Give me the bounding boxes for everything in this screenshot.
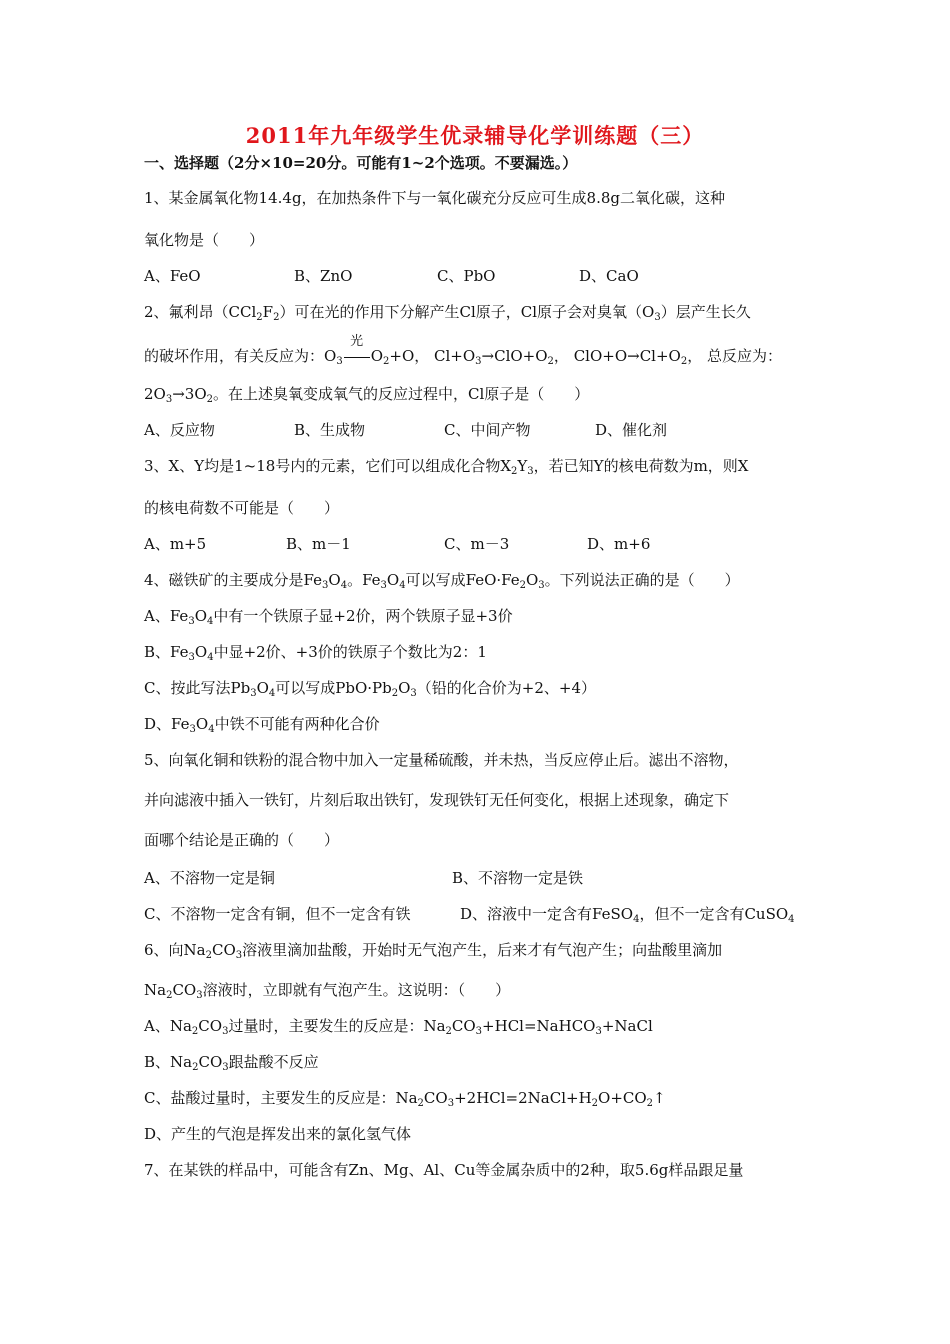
q4-option-a: A、$Fe_3O_4$中有一个铁原子显+2价，两个铁原子显+3价 xyxy=(144,607,513,627)
q5-option-c: C、不溶物一定含有铜，但不一定含有铁 xyxy=(144,905,411,923)
question-2-line-1: 2、氟利昂$(CCl_2F_2)$可在光的作用下分解产生Cl原子，Cl原子会对臭氧$(O_3)$层产生长久 xyxy=(144,303,751,323)
question-1-line-2: 氧化物是（ ） xyxy=(144,231,265,249)
question-5-line-3: 面哪个结论是正确的（ ） xyxy=(144,831,340,849)
section-heading: 一、选择题（2分×10=20分。可能有1~2个选项。不要漏选。） xyxy=(144,154,578,172)
question-2-line-3: $2O_3\to 3O_2$。在上述臭氧变成氧气的反应过程中，Cl原子是（ ） xyxy=(144,385,590,405)
q6-option-a: A、$Na_2CO_3$过量时，主要发生的反应是：$Na_2CO_3+HCl=NaHCO_3+NaCl$ xyxy=(144,1017,653,1037)
q2-option-c: C、中间产物 xyxy=(444,421,531,439)
q5-option-b: B、不溶物一定是铁 xyxy=(452,869,584,887)
page-title: 2011年九年级学生优录辅导化学训练题（三） xyxy=(245,123,705,148)
question-5-line-1: 5、向氧化铜和铁粉的混合物中加入一定量稀硫酸，并未热，当反应停止后。滤出不溶物， xyxy=(144,751,739,769)
q3-option-b: B、m－1 xyxy=(286,535,351,553)
q2-option-a: A、反应物 xyxy=(144,421,215,439)
q5-option-a: A、不溶物一定是铜 xyxy=(144,869,275,887)
q1-option-b: B、ZnO xyxy=(294,267,353,285)
q4-option-c: C、按此写法$Pb_3O_4$可以写成$PbO\cdot Pb_2O_3$（铅的化合价为+2、+4） xyxy=(144,679,597,699)
question-3-line-1: 3、X、Y均是1~18号内的元素，它们可以组成化合物$X_2Y_3$，若已知Y的核电荷数为m，则X xyxy=(144,457,749,477)
question-1-line-1: 1、某金属氧化物14.4g，在加热条件下与一氧化碳充分反应可生成8.8g二氧化碳，这种 xyxy=(144,189,726,207)
q1-option-a: A、FeO xyxy=(144,267,201,285)
q4-option-b: B、$Fe_3O_4$中显+2价、+3价的铁原子个数比为2：1 xyxy=(144,643,487,663)
q4-option-d: D、$Fe_3O_4$中铁不可能有两种化合价 xyxy=(144,715,380,735)
q1-option-c: C、PbO xyxy=(437,267,496,285)
q6-option-d: D、产生的气泡是挥发出来的氯化氢气体 xyxy=(144,1125,412,1143)
q1-option-d: D、CaO xyxy=(579,267,639,285)
q3-option-a: A、m+5 xyxy=(144,535,207,553)
light-reaction-arrow: 光 xyxy=(343,346,371,366)
q5-option-d: D、溶液中一定含有FeSO$_4$，但不一定含有CuSO$_4$ xyxy=(460,905,795,925)
q3-option-d: D、m+6 xyxy=(587,535,651,553)
q3-option-c: C、m－3 xyxy=(444,535,510,553)
question-5-line-2: 并向滤液中插入一铁钉，片刻后取出铁钉，发现铁钉无任何变化，根据上述现象，确定下 xyxy=(144,791,730,809)
question-6-line-1: 6、向$Na_2CO_3$溶液里滴加盐酸，开始时无气泡产生，后来才有气泡产生；向盐酸里滴加 xyxy=(144,941,723,961)
question-4-line-1: 4、磁铁矿的主要成分是$Fe_3O_4$。$Fe_3O_4$可以写成$FeO\cdot Fe_2O_3$。下列说法正确的是（ ） xyxy=(144,571,740,591)
q2-option-d: D、催化剂 xyxy=(595,421,668,439)
question-3-line-2: 的核电荷数不可能是（ ） xyxy=(144,499,340,517)
question-7-line-1: 7、在某铁的样品中，可能含有Zn、Mg、Al、Cu等金属杂质中的2种，取5.6g样品跟足量 xyxy=(144,1161,744,1179)
q6-option-c: C、盐酸过量时，主要发生的反应是：$Na_2CO_3+2HCl=2NaCl+H_2O+CO_2↑$ xyxy=(144,1089,666,1109)
question-2-line-2: 的破坏作用，有关反应为：$O_3$ 光 $O_2+O$， $Cl+O_3\to ClO+O_2$， $ClO+O\to Cl+O_2$， 总反应为： xyxy=(144,334,782,367)
q2-option-b: B、生成物 xyxy=(294,421,366,439)
question-6-line-2: $Na_2CO_3$溶液时，立即就有气泡产生。这说明：（ ） xyxy=(144,981,511,1001)
q6-option-b: B、$Na_2CO_3$跟盐酸不反应 xyxy=(144,1053,319,1073)
